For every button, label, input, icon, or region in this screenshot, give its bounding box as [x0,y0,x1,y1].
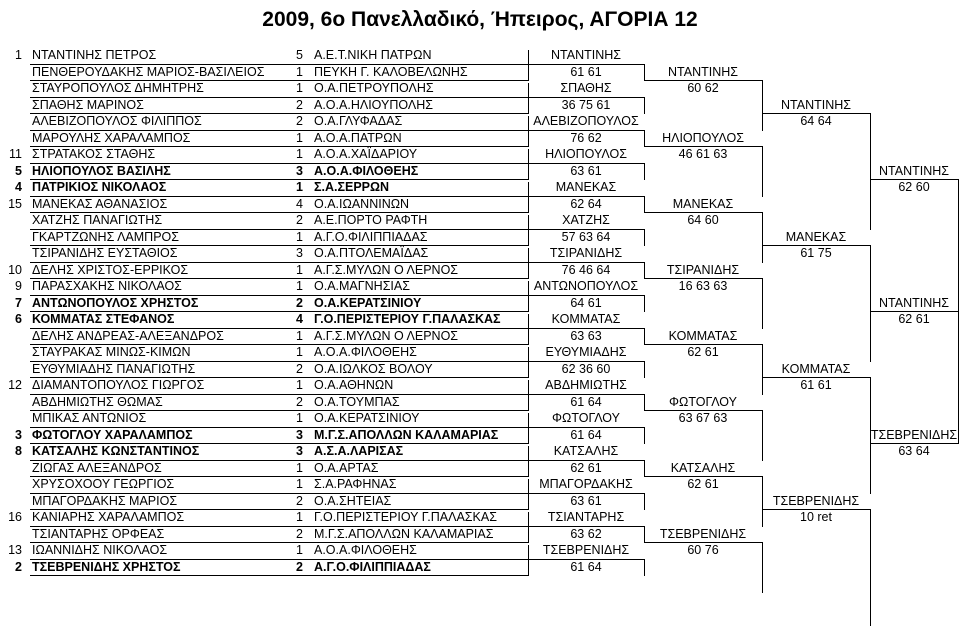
player-name: ΝΤΑΝΤΙΝΗΣ ΠΕΤΡΟΣ [32,48,157,62]
round1-score: 62 36 60 [561,361,611,376]
player-name: ΧΡΥΣΟΧΟΟΥ ΓΕΩΡΓΙΟΣ [32,477,175,491]
round1-score: 61 64 [570,394,602,409]
round1-line [528,196,644,197]
player-club: Α.Γ.Ο.ΦΙΛΙΠΠΙΑΔΑΣ [314,229,428,244]
player-ranking: 3 [296,163,303,178]
round1-winner: ΚΑΤΣΑΛΗΣ [553,444,619,458]
player-name: ΠΑΤΡΙΚΙΟΣ ΝΙΚΟΛΑΟΣ [32,180,167,194]
round1-line [528,493,644,494]
round1-winner: ΧΑΤΖΗΣ [562,213,610,227]
round2-line [644,146,762,147]
player-name: ΚΑΤΣΑΛΗΣ ΚΩΝΣΤΑΝΤΙΝΟΣ [32,444,200,458]
player-club: Ο.Α.ΑΡΤΑΣ [314,460,379,475]
round2-line [644,344,762,345]
player-club: Ο.Α.ΠΕΤΡΟΥΠΟΛΗΣ [314,81,434,95]
round1-winner: ΜΑΝΕΚΑΣ [555,180,617,194]
round3-winner: ΜΑΝΕΚΑΣ [785,229,847,244]
round2-winner: ΗΛΙΟΠΟΥΛΟΣ [662,130,744,145]
seed-number: 2 [15,559,22,574]
player-ranking: 1 [296,543,303,557]
player-ranking: 1 [296,279,303,293]
round2-line [644,410,762,411]
player-name: ΜΑΡΟΥΛΗΣ ΧΑΡΑΛΑΜΠΟΣ [32,130,191,145]
player-ranking: 2 [296,213,303,227]
round2-line [644,476,762,477]
player-name: ΧΑΤΖΗΣ ΠΑΝΑΓΙΩΤΗΣ [32,213,163,227]
player-name: ΑΝΤΩΝΟΠΟΥΛΟΣ ΧΡΗΣΤΟΣ [32,295,199,310]
player-club: Ο.Α.ΚΕΡΑΤΣΙΝΙΟΥ [314,295,422,310]
round1-winner: ΑΒΔΗΜΙΩΤΗΣ [545,378,627,392]
seed-number: 16 [8,510,22,524]
round1-line [528,427,644,428]
player-ranking: 2 [296,295,303,310]
player-name: ΓΚΑΡΤΖΩΝΗΣ ΛΑΜΠΡΟΣ [32,229,179,244]
player-ranking: 4 [296,196,303,211]
round3-line [762,245,870,246]
player-name: ΣΤΑΥΡΟΠΟΥΛΟΣ ΔΗΜΗΤΡΗΣ [32,81,204,95]
seed-number: 6 [15,312,22,326]
round3-winner: ΝΤΑΝΤΙΝΗΣ [781,97,851,112]
player-ranking: 1 [296,180,303,194]
player-ranking: 4 [296,312,303,326]
player-ranking: 1 [296,510,303,524]
seed-number: 9 [15,279,22,293]
round2-winner: ΤΣΕΒΡΕΝΙΔΗΣ [659,526,747,541]
semis-score: 62 60 [898,180,930,194]
seed-number: 13 [8,543,22,557]
player-name: ΣΤΡΑΤΑΚΟΣ ΣΤΑΘΗΣ [32,147,156,161]
round1-winner: ΝΤΑΝΤΙΝΗΣ [551,48,621,62]
round3-winner: ΚΟΜΜΑΤΑΣ [781,361,851,376]
round1-line [528,394,644,395]
round1-connector [644,427,645,445]
round2-line [644,80,762,81]
round1-winner: ΜΠΑΓΟΡΔΑΚΗΣ [539,477,633,491]
round1-score: 63 63 [570,328,602,343]
round2-winner: ΝΤΑΝΤΙΝΗΣ [668,64,738,79]
round2-line [644,212,762,213]
round1-winner: ΚΟΜΜΑΤΑΣ [551,312,621,326]
player-ranking: 3 [296,246,303,260]
seed-number: 7 [15,295,22,310]
round1-line [528,460,644,461]
round1-score: 64 61 [570,295,602,310]
round1-winner: ΑΛΕΒΙΖΟΠΟΥΛΟΣ [533,114,639,128]
round1-connector [644,295,645,313]
player-club: Ο.Α.ΙΩΛΚΟΣ ΒΟΛΟΥ [314,361,433,376]
round2-score: 62 61 [687,345,719,359]
player-club: Μ.Γ.Σ.ΑΠΟΛΛΩΝ ΚΑΛΑΜΑΡΙΑΣ [314,526,494,541]
player-ranking: 3 [296,427,303,442]
player-club: Α.Ο.Α.ΦΙΛΟΘΕΗΣ [314,543,417,557]
final-line [870,311,958,312]
player-club: Α.Ε.Τ.ΝΙΚΗ ΠΑΤΡΩΝ [314,48,432,62]
player-name: ΤΣΙΡΑΝΙΔΗΣ ΕΥΣΤΑΘΙΟΣ [32,246,178,260]
player-name: ΚΑΝΙΑΡΗΣ ΧΑΡΑΛΑΜΠΟΣ [32,510,185,524]
player-name: ΦΩΤΟΓΛΟΥ ΧΑΡΑΛΑΜΠΟΣ [32,427,193,442]
player-ranking: 1 [296,460,303,475]
page-title: 2009, 6ο Πανελλαδικό, Ήπειρος, ΑΓΟΡΙΑ 12 [262,8,698,31]
round1-winner: ΦΩΤΟΓΛΟΥ [552,411,620,425]
round1-connector [644,163,645,181]
round2-winner: ΚΑΤΣΑΛΗΣ [670,460,736,475]
semis-line [870,443,958,444]
round2-score: 16 63 63 [678,279,728,293]
round1-score: 61 61 [570,64,602,79]
player-ranking: 1 [296,81,303,95]
final-connector [958,179,959,444]
round2-winner: ΜΑΝΕΚΑΣ [672,196,734,211]
seed-number: 10 [8,262,22,277]
round1-line [528,163,644,164]
player-ranking: 1 [296,345,303,359]
round2-winner: ΤΣΙΡΑΝΙΔΗΣ [666,262,740,277]
player-name: ΗΛΙΟΠΟΥΛΟΣ ΒΑΣΙΛΗΣ [32,163,171,178]
round1-score: 61 64 [570,559,602,574]
player-ranking: 1 [296,64,303,79]
player-name: ΑΛΕΒΙΖΟΠΟΥΛΟΣ ΦΙΛΙΠΠΟΣ [32,114,202,128]
round1-score: 57 63 64 [561,229,611,244]
player-club: Α.Ο.Α.ΦΙΛΟΘΕΗΣ [314,163,419,178]
player-club: ΠΕΥΚΗ Γ. ΚΑΛΟΒΕΛΩΝΗΣ [314,64,468,79]
player-club: Γ.Ο.ΠΕΡΙΣΤΕΡΙΟΥ Γ.ΠΑΛΑΣΚΑΣ [314,312,501,326]
round1-connector [644,97,645,115]
round1-line [528,130,644,131]
round1-score: 76 46 64 [561,262,611,277]
player-club: Σ.Α.ΡΑΦΗΝΑΣ [314,477,397,491]
round3-score: 61 75 [800,246,832,260]
seed-number: 4 [15,180,22,194]
seed-number: 8 [15,444,22,458]
round2-connector [762,410,763,461]
player-ranking: 1 [296,262,303,277]
round1-winner: ΣΠΑΘΗΣ [560,81,612,95]
round2-line [644,542,762,543]
player-name: ΤΣΙΑΝΤΑΡΗΣ ΟΡΦΕΑΣ [32,526,165,541]
seed-number: 12 [8,378,22,392]
round3-score: 61 61 [800,378,832,392]
player-club: Ο.Α.ΜΑΓΝΗΣΙΑΣ [314,279,410,293]
final-score: 62 61 [898,312,930,326]
round1-connector [644,559,645,577]
round1-score: 62 61 [570,460,602,475]
round3-line [762,113,870,114]
round3-score: 64 64 [800,114,832,128]
round2-score: 63 67 63 [678,411,728,425]
player-ranking: 5 [296,48,303,62]
semis-winner: ΝΤΑΝΤΙΝΗΣ [879,163,949,178]
player-ranking: 2 [296,361,303,376]
player-ranking: 1 [296,130,303,145]
player-club: Σ.Α.ΣΕΡΡΩΝ [314,180,390,194]
round1-connector [644,493,645,511]
round2-connector [762,278,763,329]
round3-score: 10 ret [800,510,832,524]
round1-winner: ΤΣΙΡΑΝΙΔΗΣ [549,246,623,260]
round1-line [528,295,644,296]
player-underline [30,575,528,576]
player-club: Ο.Α.ΙΩΑΝΝΙΝΩΝ [314,196,410,211]
player-ranking: 1 [296,147,303,161]
round1-score: 62 64 [570,196,602,211]
player-ranking: 2 [296,114,303,128]
player-club: Α.Γ.Ο.ΦΙΛΙΠΠΙΑΔΑΣ [314,559,431,574]
semis-line [870,179,958,180]
round1-line [528,361,644,362]
seed-number: 5 [15,163,22,178]
player-ranking: 1 [296,328,303,343]
player-ranking: 2 [296,97,303,112]
round2-winner: ΚΟΜΜΑΤΑΣ [668,328,738,343]
round1-line [528,64,644,65]
player-name: ΔΙΑΜΑΝΤΟΠΟΥΛΟΣ ΓΙΩΡΓΟΣ [32,378,205,392]
round2-connector [762,542,763,593]
player-ranking: 1 [296,411,303,425]
player-name: ΔΕΛΗΣ ΧΡΙΣΤΟΣ-ΕΡΡΙΚΟΣ [32,262,189,277]
semis-score: 63 64 [898,444,930,458]
round1-winner: ΤΣΙΑΝΤΑΡΗΣ [547,510,625,524]
round1-winner: ΑΝΤΩΝΟΠΟΥΛΟΣ [533,279,639,293]
player-ranking: 1 [296,229,303,244]
player-ranking: 2 [296,394,303,409]
round1-connector [644,229,645,247]
player-club: Ο.Α.ΑΘΗΝΩΝ [314,378,394,392]
player-ranking: 1 [296,477,303,491]
player-club: Α.Ο.Α.ΦΙΛΟΘΕΗΣ [314,345,417,359]
round3-winner: ΤΣΕΒΡΕΝΙΔΗΣ [772,493,860,508]
round1-winner: ΗΛΙΟΠΟΥΛΟΣ [545,147,627,161]
round1-winner: ΕΥΘΥΜΙΑΔΗΣ [545,345,627,359]
round1-line [528,559,644,560]
round1-connector [644,361,645,379]
player-name: ΣΠΑΘΗΣ ΜΑΡΙΝΟΣ [32,97,144,112]
player-club: Α.Ε.ΠΟΡΤΟ ΡΑΦΤΗ [314,213,428,227]
player-ranking: 3 [296,444,303,458]
round1-line [528,328,644,329]
round1-score: 63 61 [570,163,602,178]
round2-score: 60 76 [687,543,719,557]
player-club: Ο.Α.ΚΕΡΑΤΣΙΝΙΟΥ [314,411,420,425]
player-club: Ο.Α.ΠΤΟΛΕΜΑΪΔΑΣ [314,246,429,260]
player-club: Α.Ο.Α.ΧΑΪΔΑΡΙΟΥ [314,147,418,161]
player-ranking: 2 [296,559,303,574]
player-name: ΣΤΑΥΡΑΚΑΣ ΜΙΝΩΣ-ΚΙΜΩΝ [32,345,191,359]
round2-score: 60 62 [687,81,719,95]
player-name: ΤΣΕΒΡΕΝΙΔΗΣ ΧΡΗΣΤΟΣ [32,559,181,574]
seed-number: 11 [9,147,22,161]
round1-score: 36 75 61 [561,97,611,112]
round1-line [528,526,644,527]
round2-score: 64 60 [687,213,719,227]
seed-number: 15 [8,196,22,211]
final-winner: ΝΤΑΝΤΙΝΗΣ [879,295,949,310]
player-name: ΠΑΡΑΣΧΑΚΗΣ ΝΙΚΟΛΑΟΣ [32,279,182,293]
player-ranking: 2 [296,493,303,508]
player-ranking: 2 [296,526,303,541]
player-club: Α.Ο.Α.ΠΑΤΡΩΝ [314,130,402,145]
player-name: ΜΠΙΚΑΣ ΑΝΤΩΝΙΟΣ [32,411,147,425]
player-club: Α.Γ.Σ.ΜΥΛΩΝ Ο ΛΕΡΝΟΣ [314,328,459,343]
seed-number: 3 [15,427,22,442]
player-club: Α.Ο.Α.ΗΛΙΟΥΠΟΛΗΣ [314,97,433,112]
player-ranking: 1 [296,378,303,392]
round1-line [528,97,644,98]
round1-line [528,229,644,230]
player-club: Α.Γ.Σ.ΜΥΛΩΝ Ο ΛΕΡΝΟΣ [314,262,459,277]
player-club: Μ.Γ.Σ.ΑΠΟΛΛΩΝ ΚΑΛΑΜΑΡΙΑΣ [314,427,499,442]
round1-score: 61 64 [570,427,602,442]
round1-score: 76 62 [570,130,602,145]
round2-score: 62 61 [687,477,719,491]
player-name: ΚΟΜΜΑΤΑΣ ΣΤΕΦΑΝΟΣ [32,312,175,326]
round1-line [528,262,644,263]
player-name: ΖΙΩΓΑΣ ΑΛΕΞΑΝΔΡΟΣ [32,460,162,475]
round1-winner: ΤΣΕΒΡΕΝΙΔΗΣ [542,543,630,557]
player-club: Ο.Α.ΓΛΥΦΑΔΑΣ [314,114,403,128]
round2-connector [762,146,763,197]
round3-line [762,509,870,510]
player-club: Γ.Ο.ΠΕΡΙΣΤΕΡΙΟΥ Γ.ΠΑΛΑΣΚΑΣ [314,510,497,524]
round1-score: 63 62 [570,526,602,541]
player-name: ΕΥΘΥΜΙΑΔΗΣ ΠΑΝΑΓΙΩΤΗΣ [32,361,196,376]
player-club: Ο.Α.ΣΗΤΕΙΑΣ [314,493,392,508]
player-name: ΠΕΝΘΕΡΟΥΔΑΚΗΣ ΜΑΡΙΟΣ-ΒΑΣΙΛΕΙΟΣ [32,64,265,79]
round3-connector [870,509,871,626]
player-club: Α.Σ.Α.ΛΑΡΙΣΑΣ [314,444,404,458]
round2-winner: ΦΩΤΟΓΛΟΥ [669,394,737,409]
player-name: ΙΩΑΝΝΙΔΗΣ ΝΙΚΟΛΑΟΣ [32,543,168,557]
semis-winner: ΤΣΕΒΡΕΝΙΔΗΣ [870,427,958,442]
round2-score: 46 61 63 [678,147,728,161]
player-name: ΜΠΑΓΟΡΔΑΚΗΣ ΜΑΡΙΟΣ [32,493,178,508]
round1-score: 63 61 [570,493,602,508]
seed-number: 1 [15,48,22,62]
player-name: ΑΒΔΗΜΙΩΤΗΣ ΘΩΜΑΣ [32,394,163,409]
player-club: Ο.Α.ΤΟΥΜΠΑΣ [314,394,400,409]
player-name: ΔΕΛΗΣ ΑΝΔΡΕΑΣ-ΑΛΕΞΑΝΔΡΟΣ [32,328,224,343]
player-name: ΜΑΝΕΚΑΣ ΑΘΑΝΑΣΙΟΣ [32,196,168,211]
round3-line [762,377,870,378]
round2-line [644,278,762,279]
